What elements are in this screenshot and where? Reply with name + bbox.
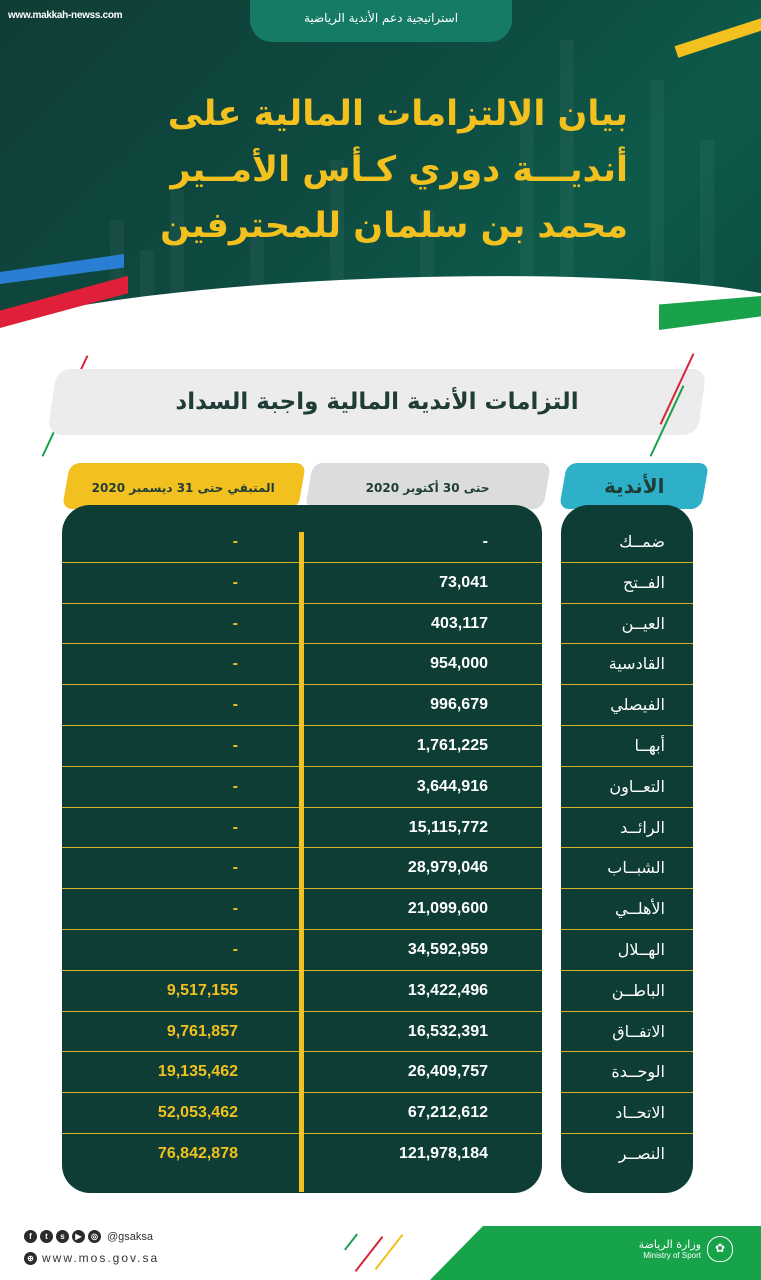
column-header-remaining-dec <box>62 463 306 509</box>
title-line-2: أنديـــة دوري كـأس الأمــير <box>170 150 628 190</box>
club-name: الأهلــي <box>614 899 665 919</box>
instagram-icon[interactable]: ◎ <box>88 1230 101 1243</box>
until-oct-value: 1,761,225 <box>416 736 488 754</box>
table-row <box>62 1052 693 1093</box>
section-title: التزامات الأندية المالية واجبة السداد <box>175 389 579 415</box>
ministry-name-ar: وزارة الرياضة <box>638 1238 701 1251</box>
until-oct-value: 26,409,757 <box>407 1063 488 1081</box>
remaining-dec-value: - <box>232 533 238 550</box>
club-name: الرائــد <box>620 817 665 837</box>
youtube-icon[interactable]: ▶ <box>72 1230 85 1243</box>
club-name: الشبــاب <box>607 858 665 878</box>
club-name: الوحــدة <box>611 1062 665 1082</box>
remaining-dec-value: - <box>232 859 238 877</box>
strategy-label: استراتيجية دعم الأندية الرياضية <box>250 0 512 42</box>
remaining-dec-value: 9,761,857 <box>166 1022 238 1040</box>
club-name: القادسية <box>608 654 665 674</box>
column-header-clubs-label: الأندية <box>603 474 665 498</box>
remaining-dec-value: - <box>232 940 238 958</box>
until-oct-value: 34,592,959 <box>407 940 488 958</box>
column-gap <box>542 505 561 1195</box>
globe-icon: ⊕ <box>24 1252 37 1265</box>
club-name: العيــن <box>621 613 665 633</box>
column-header-until-oct-label: حتى 30 أكتوبر 2020 <box>365 481 490 495</box>
decorative-slash-green <box>344 1234 358 1251</box>
until-oct-value: 28,979,046 <box>407 859 488 877</box>
until-oct-value: 67,212,612 <box>407 1104 488 1122</box>
until-oct-value: 16,532,391 <box>407 1022 488 1040</box>
title-line-1: بيان الالتزامات المالية على <box>167 94 628 134</box>
table-row <box>62 1134 693 1175</box>
table-row <box>62 930 693 971</box>
club-name: الهــلال <box>617 939 665 959</box>
until-oct-value: 996,679 <box>430 696 488 714</box>
until-oct-value: 15,115,772 <box>408 818 488 836</box>
remaining-dec-value: 76,842,878 <box>157 1144 238 1162</box>
website-url[interactable]: www.mos.gov.sa <box>42 1251 160 1265</box>
ministry-name <box>639 1238 701 1260</box>
club-name: الفيصلي <box>610 695 665 715</box>
until-oct-value: 73,041 <box>439 573 488 591</box>
remaining-dec-value: - <box>232 900 238 918</box>
table-row <box>62 1093 693 1134</box>
column-divider <box>299 532 304 1192</box>
club-name: الفــتح <box>623 572 665 592</box>
remaining-dec-value: - <box>232 655 238 673</box>
column-header-remaining-dec-label: المتبقي حتى 31 ديسمبر 2020 <box>92 481 276 495</box>
table-row <box>62 808 693 849</box>
ministry-name-en: Ministry of Sport <box>643 1251 701 1260</box>
table-row <box>62 848 693 889</box>
club-name: الاتحــاد <box>615 1103 665 1123</box>
social-links <box>24 1230 153 1243</box>
page-title <box>100 86 628 254</box>
until-oct-value: 21,099,600 <box>407 900 488 918</box>
until-oct-value: 121,978,184 <box>399 1144 488 1162</box>
website-link[interactable] <box>24 1251 159 1265</box>
obligations-table <box>62 522 693 1175</box>
table-row <box>62 971 693 1012</box>
club-name: التعــاون <box>609 776 665 796</box>
table-row <box>62 563 693 604</box>
remaining-dec-value: - <box>232 818 238 836</box>
remaining-dec-value: - <box>232 573 238 591</box>
remaining-dec-value: - <box>232 696 238 714</box>
table-row <box>62 604 693 645</box>
remaining-dec-value: 19,135,462 <box>157 1063 238 1081</box>
until-oct-value: - <box>482 533 488 550</box>
decorative-slash-red <box>355 1236 384 1272</box>
remaining-dec-value: - <box>232 777 238 795</box>
club-name: أبهــا <box>634 735 665 755</box>
table-row <box>62 767 693 808</box>
club-name: الاتفــاق <box>612 1021 665 1041</box>
twitter-icon[interactable]: t <box>40 1230 53 1243</box>
facebook-icon[interactable]: f <box>24 1230 37 1243</box>
club-name: النصــر <box>618 1143 665 1163</box>
until-oct-value: 3,644,916 <box>416 777 488 795</box>
ministry-logo-block <box>639 1236 733 1262</box>
remaining-dec-value: 52,053,462 <box>157 1104 238 1122</box>
ministry-emblem-icon: ✿ <box>707 1236 733 1262</box>
table-row <box>62 644 693 685</box>
hero-banner <box>0 0 761 340</box>
table-row <box>62 685 693 726</box>
until-oct-value: 13,422,496 <box>407 981 488 999</box>
watermark: www.makkah-newss.com <box>8 10 123 21</box>
remaining-dec-value: 9,517,155 <box>166 981 238 999</box>
column-header-clubs <box>559 463 709 509</box>
social-handle[interactable]: @gsaksa <box>107 1230 154 1243</box>
table-row <box>62 522 693 563</box>
table-row <box>62 889 693 930</box>
until-oct-value: 954,000 <box>430 655 488 673</box>
table-row <box>62 1012 693 1053</box>
title-line-3: محمد بن سلمان للمحترفين <box>160 206 628 246</box>
club-name: ضمــك <box>619 532 665 551</box>
club-name: الباطــن <box>611 980 665 1000</box>
column-header-until-oct <box>305 463 551 509</box>
until-oct-value: 403,117 <box>431 614 488 632</box>
snapchat-icon[interactable]: s <box>56 1230 69 1243</box>
remaining-dec-value: - <box>232 614 238 632</box>
remaining-dec-value: - <box>232 736 238 754</box>
table-row <box>62 726 693 767</box>
